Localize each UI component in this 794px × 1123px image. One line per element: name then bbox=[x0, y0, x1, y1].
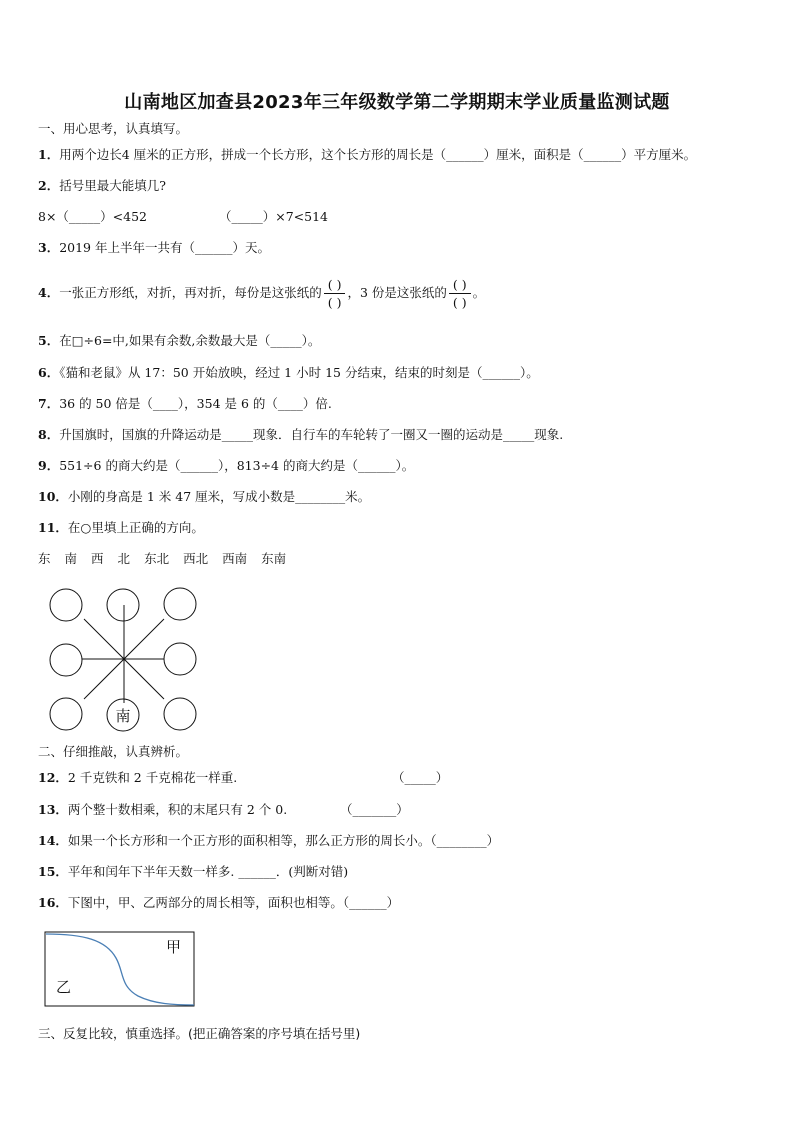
question-text: 《猫和老鼠》从 17：50 开始放映，经过 1 小时 15 分结束，结束的时刻是（______）。 bbox=[59, 365, 539, 380]
question-number: 10． bbox=[38, 489, 68, 504]
numerator-blank: ( ) bbox=[452, 277, 467, 292]
question-number: 12． bbox=[38, 770, 68, 785]
question-6 bbox=[38, 365, 539, 381]
question-text: 升国旗时，国旗的升降运动是_____现象．自行车的车轮转了一圈又一圈的运动是_____现象. bbox=[59, 427, 564, 442]
question-number: 4． bbox=[38, 285, 60, 300]
question-16 bbox=[38, 895, 399, 911]
question-8 bbox=[38, 427, 563, 443]
question-1 bbox=[38, 147, 696, 163]
question-number: 2． bbox=[38, 178, 60, 193]
answer-circle-southeast bbox=[164, 698, 196, 730]
question-number: 8． bbox=[38, 427, 60, 442]
question-text: 在□÷6=中,如果有余数,余数最大是（_____）。 bbox=[59, 333, 321, 348]
direction-word-bank bbox=[38, 551, 300, 567]
question-10 bbox=[38, 489, 370, 505]
question-number: 15． bbox=[38, 864, 68, 879]
direction-diagram bbox=[40, 585, 206, 735]
answer-circle-southwest bbox=[50, 698, 82, 730]
question-text: 2 千克铁和 2 千克棉花一样重. bbox=[67, 770, 238, 785]
question-text: 2019 年上半年一共有（______）天。 bbox=[59, 240, 270, 255]
question-text: 551÷6 的商大约是（______），813÷4 的商大约是（______）。 bbox=[59, 458, 415, 473]
direction-word: 北 bbox=[117, 551, 131, 566]
question-text: 平年和闰年下半年天数一样多. ______．(判断对错) bbox=[67, 864, 349, 879]
question-13 bbox=[38, 802, 287, 818]
question-text: 在○里填上正确的方向。 bbox=[67, 520, 204, 535]
question-2-item-b: （_____）×7<514 bbox=[218, 209, 328, 224]
question-2 bbox=[38, 178, 166, 194]
question-2-item-a: 8×（_____）<452 bbox=[38, 209, 148, 224]
section-heading-2: 二、仔细推敲，认真辨析。 bbox=[38, 744, 189, 759]
page-title: 山南地区加查县2023年三年级数学第二学期期末学业质量监测试题 bbox=[124, 92, 670, 113]
question-text: 下图中，甲、乙两部分的周长相等，面积也相等。（______） bbox=[67, 895, 400, 910]
question-text: ，3 份是这张纸的 bbox=[347, 285, 447, 300]
direction-word: 西 bbox=[91, 551, 104, 566]
label-jia: 甲 bbox=[166, 938, 182, 956]
direction-word: 东北 bbox=[144, 551, 170, 566]
question-number: 11． bbox=[38, 520, 68, 535]
south-label: 南 bbox=[115, 707, 131, 725]
denominator-blank: ( ) bbox=[452, 295, 467, 310]
question-12-answer: （_____） bbox=[392, 770, 449, 785]
question-number: 6． bbox=[38, 365, 60, 380]
question-9 bbox=[38, 458, 414, 474]
question-2-items bbox=[38, 209, 328, 225]
section-heading-1: 一、用心思考，认真填写。 bbox=[38, 121, 189, 136]
question-13-answer: （_______） bbox=[340, 802, 409, 817]
question-4 bbox=[38, 270, 485, 316]
section-heading-3: 三、反复比较，慎重选择。(把正确答案的序号填在括号里) bbox=[38, 1026, 361, 1041]
question-number: 3． bbox=[38, 240, 60, 255]
question-number: 7． bbox=[38, 396, 60, 411]
fraction-blank-2 bbox=[449, 276, 471, 311]
question-text: 一张正方形纸，对折，再对折，每份是这张纸的 bbox=[59, 285, 322, 300]
question-11 bbox=[38, 520, 204, 536]
question-text: 小刚的身高是 1 米 47 厘米，写成小数是________米。 bbox=[67, 489, 371, 504]
question-number: 9． bbox=[38, 458, 60, 473]
question-number: 1． bbox=[38, 147, 60, 162]
question-number: 14． bbox=[38, 833, 68, 848]
direction-word: 东 bbox=[38, 551, 51, 566]
denominator-blank: ( ) bbox=[327, 295, 342, 310]
direction-word: 西南 bbox=[222, 551, 248, 566]
question-3 bbox=[38, 240, 270, 256]
direction-word: 南 bbox=[64, 551, 78, 566]
answer-circle-north bbox=[107, 589, 139, 621]
direction-word: 西北 bbox=[183, 551, 209, 566]
question-5 bbox=[38, 333, 320, 349]
question-12 bbox=[38, 770, 237, 786]
question-14 bbox=[38, 833, 499, 849]
numerator-blank: ( ) bbox=[327, 277, 342, 292]
label-yi: 乙 bbox=[56, 978, 72, 996]
question-text: 36 的 50 倍是（____），354 是 6 的（____）倍. bbox=[59, 396, 332, 411]
question-text: 括号里最大能填几? bbox=[59, 178, 166, 193]
fraction-blank-1 bbox=[324, 276, 346, 311]
question-text: 。 bbox=[472, 285, 486, 300]
answer-circle-northwest bbox=[50, 589, 82, 621]
question-text: 两个整十数相乘，积的末尾只有 2 个 0. bbox=[67, 802, 288, 817]
question-number: 13． bbox=[38, 802, 68, 817]
area-division-figure bbox=[44, 930, 196, 1008]
question-text: 用两个边长4 厘米的正方形，拼成一个长方形，这个长方形的周长是（______）厘米，面积是（______）平方厘米。 bbox=[59, 147, 697, 162]
answer-circle-west bbox=[50, 644, 82, 676]
answer-circle-east bbox=[164, 643, 196, 675]
question-text: 如果一个长方形和一个正方形的面积相等，那么正方形的周长小。（________） bbox=[67, 833, 500, 848]
question-7 bbox=[38, 396, 332, 412]
question-number: 5． bbox=[38, 333, 60, 348]
direction-word: 东南 bbox=[261, 551, 287, 566]
question-15 bbox=[38, 864, 348, 880]
answer-circle-northeast bbox=[164, 588, 196, 620]
question-number: 16． bbox=[38, 895, 68, 910]
